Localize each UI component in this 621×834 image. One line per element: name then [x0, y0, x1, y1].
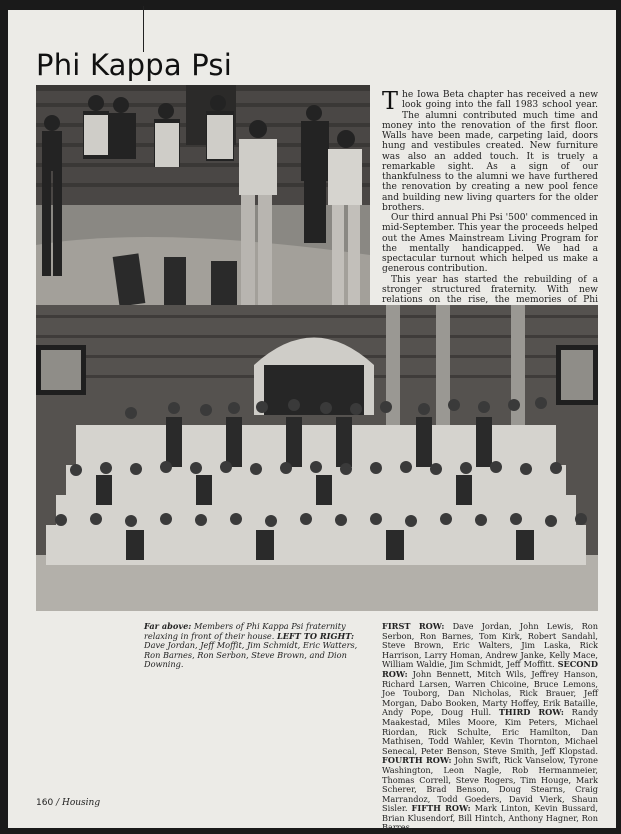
- row-label: FIFTH ROW:: [411, 803, 471, 814]
- top-rule: [8, 6, 616, 10]
- story-paragraph: [382, 87, 598, 213]
- story-paragraph: This year has started the rebuilding of a stronger structured fraternity. With new relations on the rise, the memories of Phi: [382, 274, 598, 305]
- story-paragraph-1-text: he Iowa Beta chapter has received a new look going into the fall 1983 school year. The alumni contributed much time and money into the renovation of the first floor. Walls have been made, carpeting laid, doors hung and vestibules created. New furniture was also an added touch. It is truely a remarkable sight. As a sign of our thankfulness to the alumni we have furthered the renovation by creating a new pool fence and building new living quarters for the older brothers.: [382, 90, 598, 213]
- drop-cap: T: [382, 87, 399, 115]
- row-label: FIRST ROW:: [382, 621, 445, 631]
- story-text: [382, 87, 598, 326]
- row-label: THIRD ROW:: [498, 707, 564, 718]
- row-names: John Swift, Rick Vanselow, Tyrone Washington, Leon Nagle, Rob Hermanmeier, Thomas Correll, Steve Rogers, Tim Houge, Mark Scherer, Brad Benson, Doug Stearns, Craig Marrandoz, Todd Goeders, David Vierk, Shaun Sisler.: [382, 755, 598, 814]
- page-number: 160: [36, 798, 54, 808]
- group-roster-caption: [382, 622, 598, 833]
- row-names: Randy Maakestad, Miles Moore, Kim Peters, Michael Riordan, Rick Schulte, Eric Hamilton, Dan Mathisen, Todd Wahler, Kevin Thornton, Michael Senecal, Peter Benson, Steve Smith, Jeff Klopstad.: [382, 707, 598, 756]
- caption-order-label: LEFT TO RIGHT:: [277, 630, 355, 641]
- page-folio: [36, 798, 100, 808]
- group-photo: [36, 305, 598, 611]
- row-names: Mark Linton, Kevin Bussard, Brian Klusendorf, Bill Hintch, Anthony Hagner, Ron Barres.: [382, 803, 598, 833]
- photo-caption-left: [144, 622, 376, 670]
- story-paragraph: Our third annual Phi Psi '500' commenced in mid-September. This year the proceeds helped out the Ames Mainstream Living Program for the mentally handicapped. We had a spectacular turnout which helped us make a generous contribution.: [382, 213, 598, 275]
- row-names: John Bennett, Mitch Wils, Jeffrey Hanson, Richard Larsen, Warren Chicoine, Bruce Lemons, Joe Touborg, Dan Nicholas, Rick Brauer, Jeff Morgan, Dabo Booken, Marty Hoffey, Erik Bataille, Andy Pope, Doug Hull.: [382, 668, 598, 718]
- section-name: Housing: [61, 798, 101, 808]
- row-names: Dave Jordan, John Lewis, Ron Serbon, Ron Barnes, Tom Kirk, Robert Sandahl, Steve Brown, Eric Walters, Jim Laska, Rick Harrison, Larry Homan, Andrew Janke, Kelly Mace, William Waldie, Jim Schmidt, Jeff Moffitt.: [382, 621, 598, 670]
- caption-names: Dave Jordan, Jeff Moffit, Jim Schmidt, Eric Watters, Ron Barnes, Ron Serbon, Steve Brown, and Dion Downing.: [144, 640, 358, 670]
- caption-text: Members of Phi Kappa Psi fraternity relaxing in front of their house.: [144, 621, 346, 641]
- yearbook-page: [8, 6, 616, 833]
- members-lawn-photo: [36, 85, 370, 334]
- row-label: FOURTH ROW:: [382, 755, 452, 766]
- caption-label: Far above:: [144, 621, 192, 631]
- folio-separator: /: [56, 798, 60, 808]
- members-lawn-illustration: [36, 85, 370, 334]
- row-label: SECOND ROW:: [382, 659, 598, 679]
- page-title: Phi Kappa Psi: [36, 48, 232, 82]
- title-divider: [143, 6, 144, 52]
- group-photo-illustration: [36, 305, 598, 611]
